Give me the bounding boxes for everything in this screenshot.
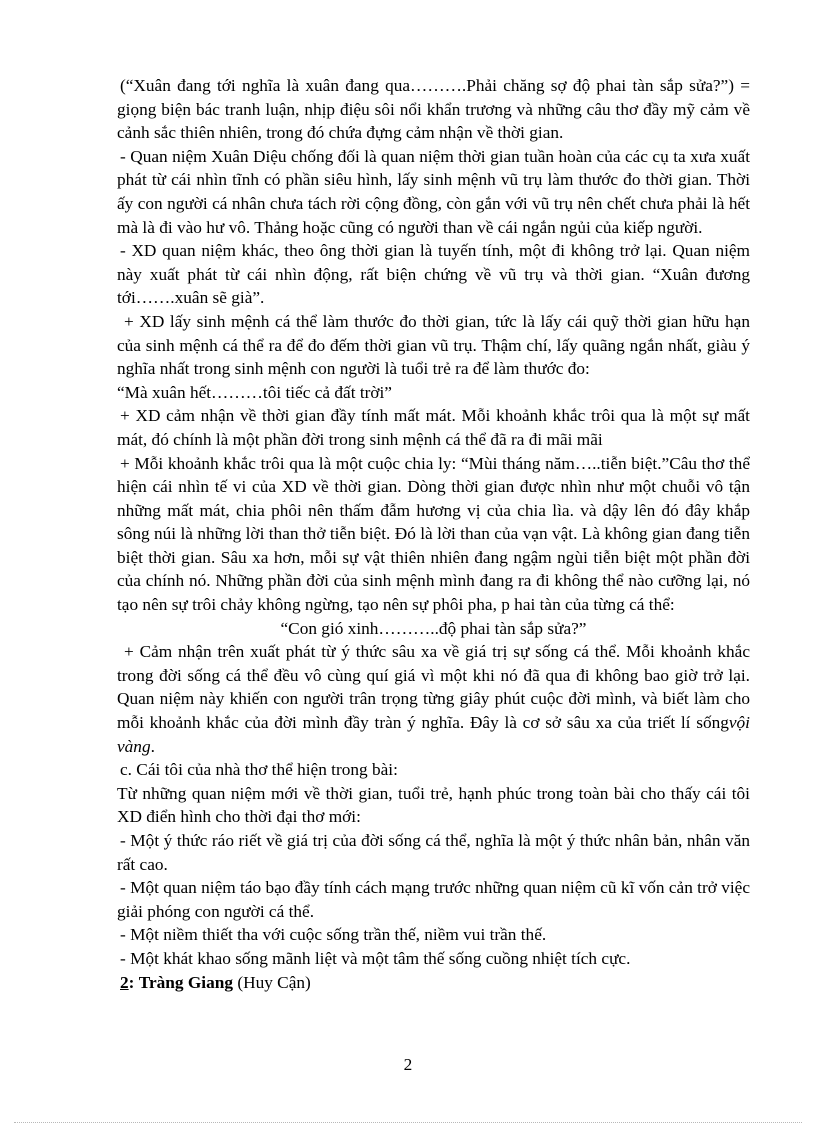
life-value-text: + Cảm nhận trên xuất phát từ ý thức sâu xa về giá trị sự sống cá thể. Mỗi khoảnh khắc trong đời sống cá thể đều vô cùng quí giá vì một khi nó đã qua đi không bao giờ trở lại. Quan niệm này khiến con người trân trọng từng giây phút cuộc đời mình, và biết làm cho mỗi khoảnh khắc của đời mình đầy tràn ý nghĩa. Đây là cơ sở sâu xa của triết lí sống	[117, 642, 750, 733]
paragraph-ego-intro: Từ những quan niệm mới về thời gian, tuổi trẻ, hạnh phúc trong toàn bài cho thấy cái tôi XD điển hình cho thời đại thơ mới:	[117, 783, 750, 827]
section-title: Tràng Giang	[138, 972, 233, 992]
life-value-italic-phrase: vội vàng	[117, 713, 750, 756]
section-colon: :	[128, 972, 135, 992]
paragraph-heading-ego: c. Cái tôi của nhà thơ thể hiện trong bài:	[120, 760, 398, 780]
paragraph-ego-point-1: - Một ý thức ráo riết về giá trị của đời sống cá thể, nghĩa là một ý thức nhân bản, nhân văn rất cao.	[117, 831, 750, 874]
paragraph-loss: + XD cảm nhận về thời gian đầy tính mất mát. Mỗi khoảnh khắc trôi qua là một sự mất mát, đó chính là một phần đời trong sinh mệnh cá thể đã ra đi mãi mãi	[117, 406, 750, 449]
paragraph-quote-spring-end: “Mà xuân hết………tôi tiếc cả đất trời”	[117, 382, 392, 402]
paragraph-cyclical-time: - Quan niệm Xuân Diệu chống đối là quan niệm thời gian tuần hoàn của các cụ ta xưa xuất phát từ cái nhìn tĩnh có phần siêu hình, lấy sinh mệnh vũ trụ làm thước đo thời gian. Thời ấy con người cá nhân chưa tách rời cộng đồng, còn gắn với vũ trụ nên chết chưa phải là hết mà là đi vào hư vô. Thảng hoặc cũng có người than về cái ngắn ngủi của kiếp người.	[117, 146, 750, 237]
paragraph-linear-time: - XD quan niệm khác, theo ông thời gian là tuyến tính, một đi không trở lại. Quan niệm này xuất phát từ cái nhìn động, rất biện chứng về vũ trụ và thời gian. “Xuân đương tới…….xuân sẽ già”.	[117, 241, 750, 308]
paragraph-farewell: + Mỗi khoảnh khắc trôi qua là một cuộc chia ly: “Mùi tháng năm…..tiễn biệt.”Câu thơ thể hiện cái nhìn tế vi của XD về thời gian. Dòng thời gian được nhìn như một chuỗi vô tận những mất mát, chia phôi nên thấm đẫm hương vị của chia lìa. và dậy lên đó đây khắp sông núi là những lời than thở tiễn biệt. Đó là lời than của vạn vật. Là không gian đang tiễn biệt thời gian. Sâu xa hơn, mỗi sự vật thiên nhiên đang ngậm ngùi tiễn biệt một phần đời của chính nó. Những phần đời của sinh mệnh mình đang ra đi không thể nào cưỡng lại, nó tạo nên sự trôi chảy không ngừng, tạo nên sự phôi pha, p hai tàn của từng cá thể:	[117, 453, 750, 615]
paragraph-life-measure: + XD lấy sinh mệnh cá thể làm thước đo thời gian, tức là lấy cái quỹ thời gian hữu hạn của sinh mệnh cá thể ra để đo đếm thời gian vũ trụ. Thậm chí, lấy quãng ngắn nhất, giàu ý nghĩa nhất trong sinh mệnh con người là tuổi trẻ ra để làm thước đo:	[117, 311, 750, 379]
document-body	[117, 74, 750, 994]
section-author: (Huy Cận)	[237, 972, 311, 992]
paragraph-quote-breeze: “Con gió xinh………..độ phai tàn sắp sửa?”	[280, 618, 587, 638]
life-value-period: .	[150, 736, 155, 756]
paragraph-ego-point-2: - Một quan niệm táo bạo đầy tính cách mạng trước những quan niệm cũ kĩ vốn cản trở việc giải phóng con người cá thể.	[117, 878, 750, 921]
paragraph-life-value	[117, 640, 750, 758]
page-number: 2	[403, 1055, 413, 1074]
section-heading	[117, 971, 750, 995]
paragraph-ego-point-4: - Một khát khao sống mãnh liệt và một tâm thế sống cuồng nhiệt tích cực.	[120, 948, 631, 968]
section-number: 2	[120, 972, 129, 992]
paragraph-ego-point-3: - Một niềm thiết tha với cuộc sống trần thế, niềm vui trần thế.	[120, 925, 547, 945]
paragraph-quote-response: (“Xuân đang tới nghĩa là xuân đang qua……….Phải chăng sợ độ phai tàn sắp sửa?”) = giọng biện bác tranh luận, nhịp điệu sôi nổi khẩn trương và những câu thơ đầy mỹ cảm về cảnh sắc thiên nhiên, trong đó chứa đựng cảm nhận về thời gian.	[117, 76, 750, 143]
